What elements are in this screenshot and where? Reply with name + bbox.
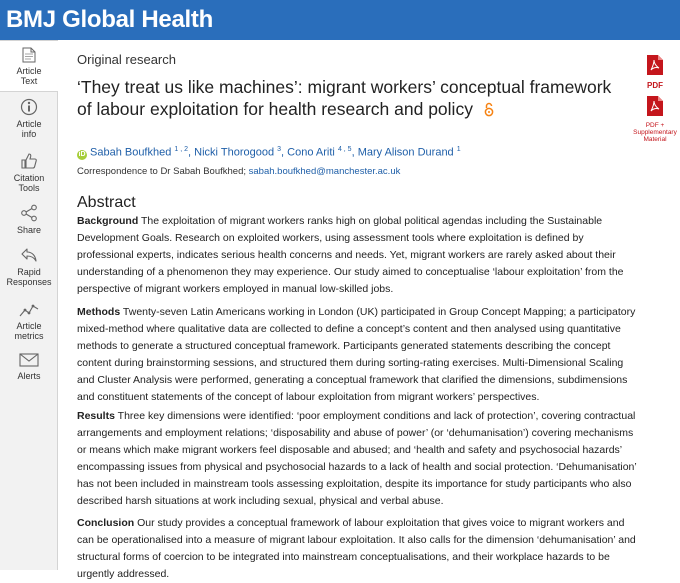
pdf-download-button[interactable] [638, 54, 672, 90]
open-access-icon [484, 102, 494, 117]
pdf-icon [645, 54, 665, 76]
sidebar-label: Article [16, 66, 42, 76]
results-label: Results [77, 410, 115, 422]
author-link[interactable]: Nicki Thorogood [194, 146, 275, 159]
correspondence-prefix: Correspondence to Dr Sabah Boufkhed; [77, 166, 246, 177]
author-affiliation[interactable]: 1 , 2 [174, 146, 189, 153]
sidebar-label: Rapid [17, 267, 41, 277]
sidebar-item-alerts[interactable] [0, 352, 58, 381]
article-title-line-2: of labour exploitation for health research and policy [77, 99, 473, 119]
info-icon [20, 98, 38, 116]
pdf-supp-label: PDF + [645, 122, 665, 129]
sidebar-item-article-text[interactable] [0, 40, 58, 92]
metrics-icon [19, 300, 39, 318]
sidebar-item-rapid-responses[interactable] [0, 246, 58, 287]
author-link[interactable]: Sabah Boufkhed [90, 146, 172, 159]
sidebar-label: info [21, 129, 37, 139]
author-list: iD Sabah Boufkhed $^{1 , 2}$, Nicki Thorogood $^3$, Cono Ariti $^{4 , 5}$, Mary Alison Durand $^1$ [78, 146, 461, 159]
abstract-results [77, 408, 637, 510]
correspondence-email-link[interactable]: sabah.boufkhed@manchester.ac.uk [248, 166, 401, 177]
author-link[interactable]: Cono Ariti [287, 146, 335, 159]
background-label: Background [77, 215, 139, 227]
abstract-conclusion [77, 515, 637, 583]
sidebar-label: Share [16, 225, 42, 235]
sidebar-item-article-info[interactable] [0, 98, 58, 139]
share-icon [20, 204, 38, 222]
sidebar-label: Alerts [17, 371, 41, 381]
author-affiliation[interactable]: 3 [277, 146, 282, 153]
pdf-supp-label: Material [643, 136, 667, 143]
methods-text: Twenty-seven Latin Americans working in London (UK) participated in Group Concept Mapping; a participatory mixed-method where qualitative data are collected to define a concept’s content and then analysed using quantitative methods to generate a structured conceptual framework. Participants generated statements describing the concept content during brainstorming sessions, and structured them during sorting-rating exercises. Multi-Dimensional Scaling and Cluster Analysis were performed, generating a conceptual framework that clarified the dimensions, subdimensions and constituent statements of the concept of labour exploitation from migrant workers’ perspectives. [77, 306, 636, 403]
sidebar-label: Article [16, 321, 42, 331]
author-link[interactable]: Mary Alison Durand [357, 146, 454, 159]
sidebar-label: Text [20, 76, 38, 86]
article-sidebar [0, 40, 58, 570]
background-text: The exploitation of migrant workers ranks high on global political agendas including the Sustainable Development Goals. Research on exploited workers, using assessment tools where exploitation is defined by professional experts, indicates serious health concerns and needs. Yet, migrant workers are rarely asked about their understanding of a phenomenon they may experience. Our study aimed to conceptualise ‘labour exploitation’ from the perspective of migrant workers employed in manual low-skilled jobs. [77, 215, 624, 295]
article-title-line-1: ‘They treat us like machines’: migrant workers’ conceptual framework [77, 77, 612, 97]
reply-icon [20, 246, 38, 264]
journal-header [0, 0, 680, 40]
sidebar-label: Responses [6, 277, 52, 287]
author-affiliation[interactable]: 4 , 5 [337, 146, 352, 153]
sidebar-item-share[interactable] [0, 204, 58, 235]
sidebar-label: Tools [18, 183, 40, 193]
sidebar-label: metrics [14, 331, 44, 341]
abstract-background [77, 213, 637, 298]
pdf-supplementary-button[interactable] [631, 95, 679, 143]
pdf-icon [645, 95, 665, 117]
article-title [77, 76, 632, 120]
envelope-icon [19, 352, 39, 368]
thumbs-up-icon [20, 152, 38, 170]
conclusion-label: Conclusion [77, 517, 135, 529]
orcid-icon[interactable]: iD [78, 150, 86, 158]
sidebar-label: Citation [13, 173, 45, 183]
sidebar-item-citation-tools[interactable] [0, 152, 58, 193]
correspondence-line [77, 166, 400, 177]
methods-label: Methods [77, 306, 121, 318]
article-section-label: Original research [77, 52, 176, 67]
sidebar-label: Article [16, 119, 42, 129]
conclusion-text: Our study provides a conceptual framework of labour exploitation that gives voice to migrant workers and can be operationalised into a measure of migrant labour exploitation. It also calls for the dimension ‘dehumanisation’ and structural forms of coercion to be integrated into mainstream conceptualisations, and their workplace hazards to be urgently addressed. [77, 517, 636, 580]
sidebar-item-article-metrics[interactable] [0, 300, 58, 341]
author-affiliation[interactable]: 1 [456, 146, 461, 153]
abstract-heading: Abstract [77, 194, 136, 211]
abstract-methods [77, 304, 637, 406]
pdf-label: PDF [647, 81, 663, 90]
journal-logo[interactable]: BMJ Global Health [6, 6, 213, 33]
results-text: Three key dimensions were identified: ‘poor employment conditions and lack of protection’, covering contractual arrangements and employment relations; ‘disposability and abuse of power’ (or ‘dehumanisation’) covering mechanisms or means which make migrant workers feel disposable and abused; and ‘health and safety and psychosocial hazards’ encompassing issues from physical and psychosocial hazards to a lack of health and social protection. ‘Dehumanisation’ has not been included in mainstream tools assessing exploitation, despite its importance for study participants who also described harsh situations at work including sexual, physical and verbal abuse. [77, 410, 637, 507]
article-text-icon [22, 47, 36, 63]
pdf-supp-label: Supplementary [633, 129, 677, 136]
